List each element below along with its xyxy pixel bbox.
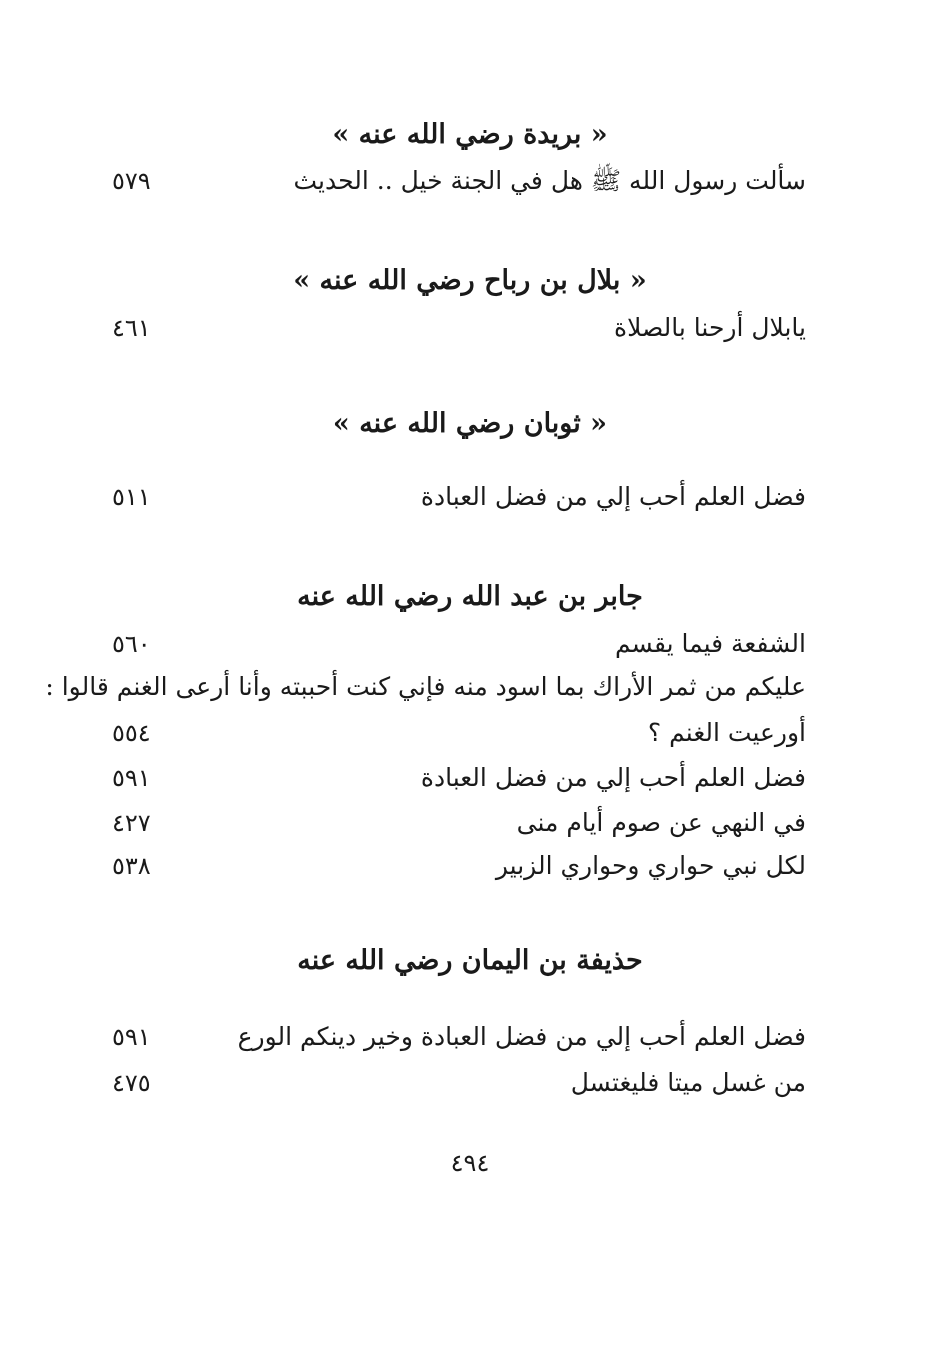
section-heading-hudhayfa: حذيفة بن اليمان رضي الله عنه xyxy=(297,945,643,976)
index-entry xyxy=(100,849,806,885)
index-entry xyxy=(100,164,806,200)
index-entry xyxy=(100,1066,806,1102)
index-entry xyxy=(100,1020,806,1056)
section-heading-jabir: جابر بن عبد الله رضي الله عنه xyxy=(297,581,643,612)
entry-page-number: ٥١١ xyxy=(112,483,151,511)
section-heading-burayda: « بريدة رضي الله عنه » xyxy=(332,119,608,150)
entry-page-number: ٥٧٩ xyxy=(112,167,151,195)
entry-page-number: ٥٦٠ xyxy=(112,630,151,658)
section-heading-thawban: « ثوبان رضي الله عنه » xyxy=(332,408,608,439)
entry-text: سألت رسول الله ﷺ هل في الجنة خيل .. الحديث xyxy=(293,166,806,195)
entry-page-number: ٥٥٤ xyxy=(112,719,151,747)
index-entry xyxy=(100,311,806,347)
entry-text: من غسل ميتا فليغتسل xyxy=(570,1068,806,1097)
entry-page-number: ٤٢٧ xyxy=(112,809,151,837)
index-entry xyxy=(100,806,806,842)
entry-page-number: ٥٩١ xyxy=(112,1023,151,1051)
index-entry xyxy=(100,716,806,752)
entry-text: أورعيت الغنم ؟ xyxy=(647,718,806,747)
entry-text: فضل العلم أحب إلي من فضل العبادة xyxy=(420,482,806,511)
entry-page-number: ٥٩١ xyxy=(112,764,151,792)
entry-text: الشفعة فيما يقسم xyxy=(615,629,806,658)
entry-text: فضل العلم أحب إلي من فضل العبادة xyxy=(420,763,806,792)
index-entry xyxy=(45,670,806,706)
section-heading-bilal: « بلال بن رباح رضي الله عنه » xyxy=(293,265,647,296)
entry-text: يابلال أرحنا بالصلاة xyxy=(613,313,806,342)
entry-text: في النهي عن صوم أيام منى xyxy=(516,808,806,837)
entry-text: لكل نبي حواري وحواري الزبير xyxy=(495,851,806,880)
index-entry xyxy=(100,761,806,797)
entry-page-number: ٤٧٥ xyxy=(112,1069,151,1097)
entry-text: عليكم من ثمر الأراك بما اسود منه فإني كنت أحببته وأنا أرعى الغنم قالوا : xyxy=(45,672,806,701)
index-entry xyxy=(100,627,806,663)
entry-page-number: ٤٦١ xyxy=(112,314,151,342)
entry-text: فضل العلم أحب إلي من فضل العبادة وخير دينكم الورع xyxy=(237,1022,806,1051)
entry-page-number: ٥٣٨ xyxy=(112,852,151,880)
page-number: ٤٩٤ xyxy=(450,1149,490,1177)
index-entry xyxy=(100,480,806,516)
